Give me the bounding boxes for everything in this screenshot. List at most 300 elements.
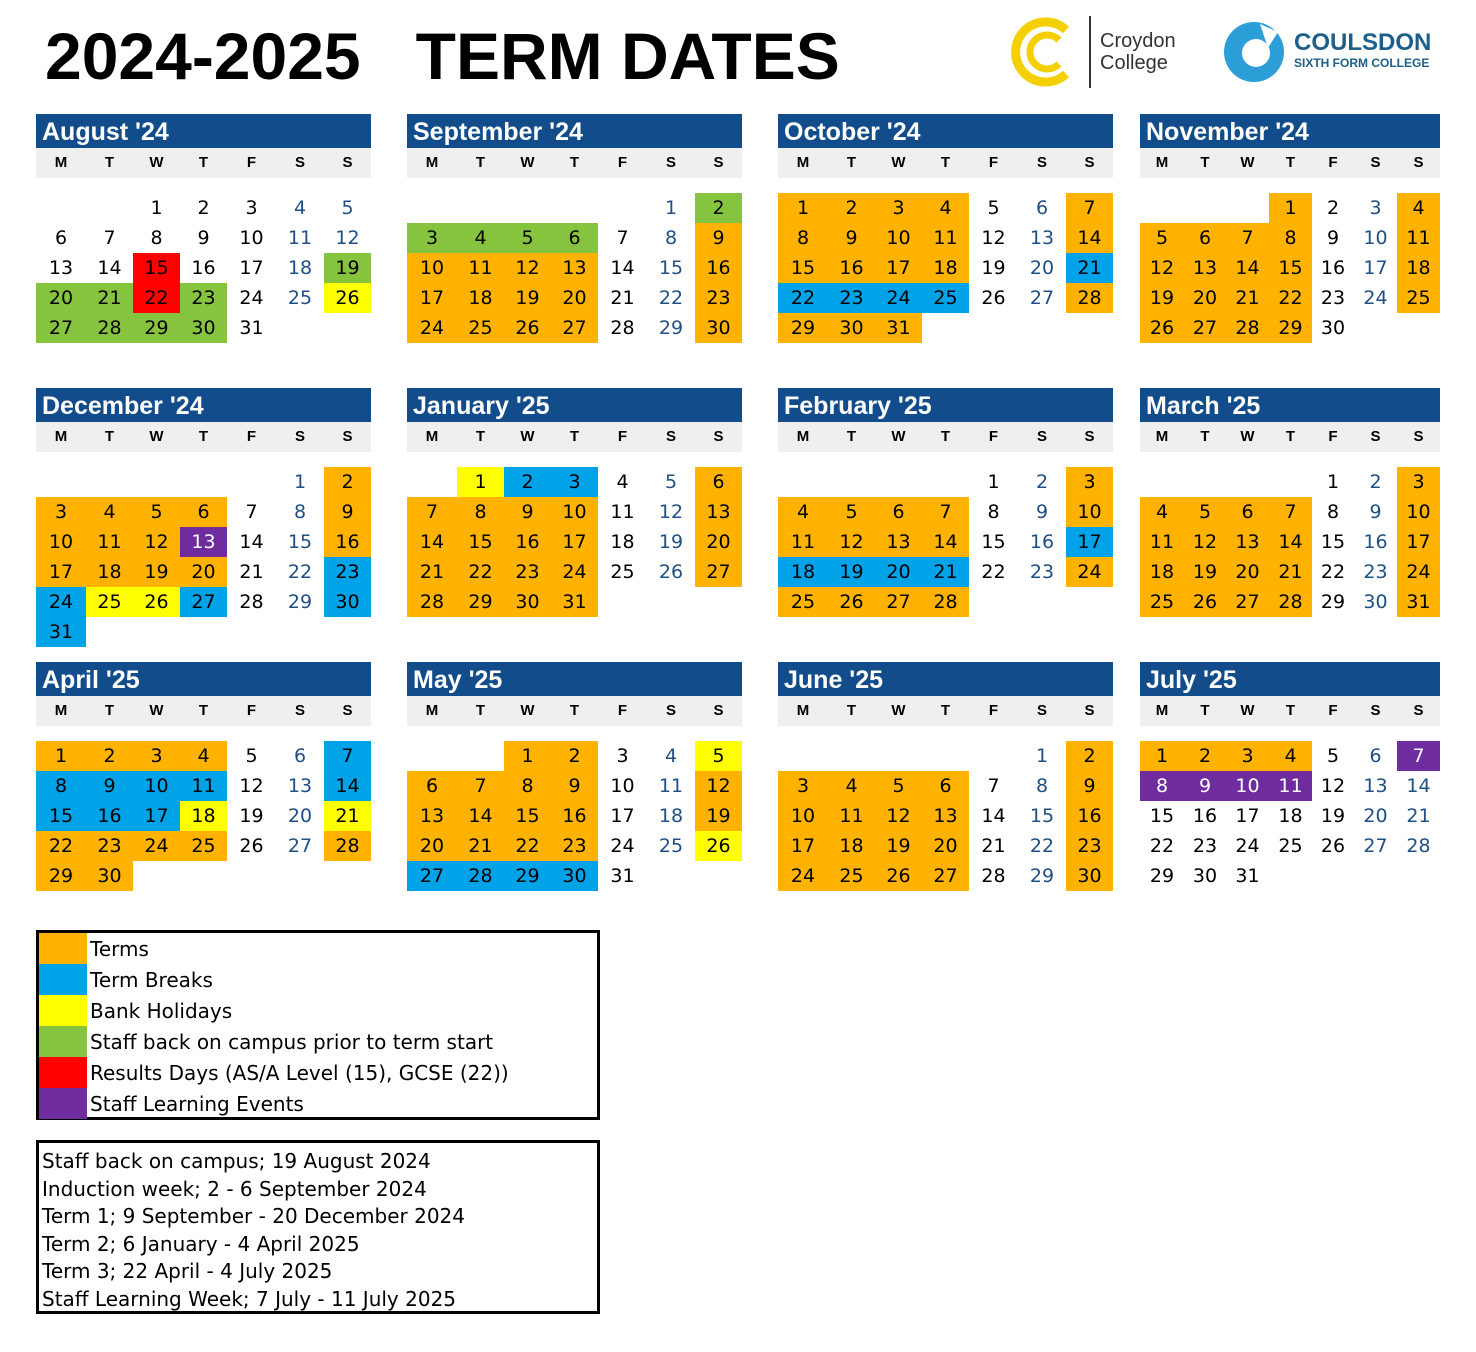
day-cell: 28 <box>457 861 504 891</box>
weekday-label: T <box>198 154 209 171</box>
day-cell: 11 <box>86 527 133 557</box>
day-cell: 20 <box>1029 257 1055 279</box>
day-cell: 23 <box>1192 835 1218 857</box>
day-cell: 14 <box>1226 253 1269 283</box>
weekday-label: S <box>665 428 676 445</box>
day-cell: 16 <box>191 257 216 279</box>
weekday-label: F <box>617 702 628 719</box>
day-cell: 3 <box>133 741 180 771</box>
weekday-label: F <box>988 702 999 719</box>
weekday-label: T <box>198 702 209 719</box>
day-cell: 10 <box>133 771 180 801</box>
weekday-label: T <box>569 702 580 719</box>
day-cell: 10 <box>875 223 922 253</box>
day-cell: 4 <box>922 193 969 223</box>
day-cell: 23 <box>695 283 742 313</box>
day-cell: 28 <box>407 587 457 617</box>
day-cell: 2 <box>1326 197 1340 219</box>
legend-item <box>39 1026 597 1057</box>
day-cell: 24 <box>875 283 922 313</box>
day-cell: 26 <box>504 313 551 343</box>
day-cell: 16 <box>551 801 598 831</box>
day-cell: 22 <box>658 287 684 309</box>
day-cell: 1 <box>457 467 504 497</box>
day-cell: 12 <box>695 771 742 801</box>
day-cell: 29 <box>457 587 504 617</box>
day-cell: 25 <box>658 835 684 857</box>
weekday-label: T <box>1285 154 1296 171</box>
day-cell: 29 <box>287 591 313 613</box>
day-cell: 27 <box>1184 313 1226 343</box>
day-cell: 23 <box>1320 287 1346 309</box>
day-cell: 1 <box>504 741 551 771</box>
day-cell: 13 <box>1226 527 1269 557</box>
day-cell: 14 <box>1066 223 1113 253</box>
day-cell: 31 <box>551 587 598 617</box>
weekday-label: M <box>1155 428 1169 445</box>
day-cell: 5 <box>341 197 354 219</box>
day-cell: 26 <box>658 561 684 583</box>
day-cell: 23 <box>1029 561 1055 583</box>
day-cell: 18 <box>778 557 828 587</box>
day-cell: 4 <box>180 741 227 771</box>
day-cell: 20 <box>1226 557 1269 587</box>
day-cell: 30 <box>1192 865 1218 887</box>
weekday-header <box>778 696 1113 726</box>
day-cell: 22 <box>778 283 828 313</box>
coulsdon-college-logo <box>1220 18 1460 86</box>
day-cell: 15 <box>36 801 86 831</box>
croydon-college-name: Croydon College <box>1100 30 1176 74</box>
weekday-label: M <box>1155 154 1169 171</box>
day-cell: 18 <box>1278 805 1303 827</box>
weekday-label: S <box>1036 428 1047 445</box>
coulsdon-c-logo-icon <box>1220 18 1288 86</box>
weekday-header <box>1140 148 1440 178</box>
day-cell: 30 <box>1066 861 1113 891</box>
weekday-label: T <box>475 154 486 171</box>
legend <box>36 930 600 1120</box>
day-cell: 5 <box>664 471 678 493</box>
day-cell: 10 <box>407 253 457 283</box>
day-cell: 9 <box>695 223 742 253</box>
weekday-label: W <box>520 702 535 719</box>
day-cell: 27 <box>1029 287 1055 309</box>
day-cell: 16 <box>504 527 551 557</box>
day-cell: 9 <box>1035 501 1049 523</box>
day-cell: 31 <box>239 317 264 339</box>
day-cell: 20 <box>875 557 922 587</box>
weekday-label: M <box>54 428 68 445</box>
day-cell: 12 <box>875 801 922 831</box>
weekday-label: S <box>342 428 353 445</box>
day-cell: 13 <box>48 257 74 279</box>
day-cell: 15 <box>133 253 180 283</box>
day-cell: 14 <box>324 771 371 801</box>
day-cell: 13 <box>1184 253 1226 283</box>
day-cell: 14 <box>1269 527 1312 557</box>
day-cell: 27 <box>695 557 742 587</box>
day-cell: 13 <box>1363 775 1388 797</box>
day-cell: 11 <box>1140 527 1184 557</box>
day-cell: 24 <box>1235 835 1260 857</box>
day-cell: 2 <box>504 467 551 497</box>
day-cell: 21 <box>324 801 371 831</box>
day-cell: 4 <box>828 771 875 801</box>
day-cell: 22 <box>36 831 86 861</box>
day-cell: 6 <box>1035 197 1049 219</box>
day-cell: 10 <box>36 527 86 557</box>
day-cell: 7 <box>324 741 371 771</box>
day-cell: 3 <box>778 771 828 801</box>
day-cell: 24 <box>36 587 86 617</box>
day-cell: 22 <box>504 831 551 861</box>
day-cell: 13 <box>407 801 457 831</box>
day-cell: 3 <box>1226 741 1269 771</box>
day-cell: 19 <box>695 801 742 831</box>
day-cell: 3 <box>1066 467 1113 497</box>
weekday-header <box>407 148 742 178</box>
legend-swatch <box>39 1088 87 1119</box>
day-cell: 31 <box>36 617 86 647</box>
day-cell: 5 <box>828 497 875 527</box>
day-cell: 1 <box>664 197 678 219</box>
weekday-header <box>36 422 371 452</box>
key-date-note: Term 1; 9 September - 20 December 2024 <box>42 1204 465 1229</box>
day-cell: 2 <box>1066 741 1113 771</box>
day-cell: 7 <box>407 497 457 527</box>
day-cell: 4 <box>1397 193 1440 223</box>
day-cell: 15 <box>1149 805 1175 827</box>
day-cell: 23 <box>551 831 598 861</box>
legend-label: Staff Learning Events <box>90 1092 304 1116</box>
day-cell: 7 <box>616 227 629 249</box>
day-cell: 26 <box>239 835 264 857</box>
day-cell: 16 <box>86 801 133 831</box>
day-cell: 8 <box>504 771 551 801</box>
day-cell: 15 <box>981 531 1006 553</box>
day-cell: 18 <box>922 253 969 283</box>
weekday-label: S <box>1413 428 1424 445</box>
day-cell: 26 <box>133 587 180 617</box>
weekday-label: S <box>1036 154 1047 171</box>
day-cell: 21 <box>1406 805 1431 827</box>
month-title: December '24 <box>36 388 371 422</box>
day-cell: 16 <box>324 527 371 557</box>
day-cell: 29 <box>778 313 828 343</box>
day-cell: 19 <box>981 257 1006 279</box>
day-cell: 15 <box>658 257 684 279</box>
day-cell: 6 <box>551 223 598 253</box>
day-cell: 14 <box>1406 775 1431 797</box>
day-cell: 21 <box>981 835 1006 857</box>
day-cell: 27 <box>551 313 598 343</box>
month-calendar <box>778 662 1113 887</box>
day-cell: 28 <box>1226 313 1269 343</box>
day-cell: 25 <box>610 561 635 583</box>
weekday-label: M <box>1155 702 1169 719</box>
day-cell: 13 <box>875 527 922 557</box>
day-cell: 8 <box>1269 223 1312 253</box>
day-cell: 25 <box>828 861 875 891</box>
day-cell: 20 <box>1363 805 1388 827</box>
day-cell: 11 <box>610 501 635 523</box>
day-cell: 14 <box>610 257 635 279</box>
day-cell: 18 <box>1140 557 1184 587</box>
day-cell: 12 <box>1320 775 1346 797</box>
weekday-label: M <box>796 154 810 171</box>
day-cell: 11 <box>1397 223 1440 253</box>
day-cell: 2 <box>324 467 371 497</box>
day-cell: 18 <box>287 257 313 279</box>
weekday-label: F <box>988 428 999 445</box>
legend-item <box>39 1057 597 1088</box>
weekday-label: S <box>665 702 676 719</box>
key-date-note: Induction week; 2 - 6 September 2024 <box>42 1176 427 1201</box>
day-cell: 9 <box>1184 771 1226 801</box>
day-cell: 3 <box>616 745 629 767</box>
day-cell: 30 <box>1320 317 1346 339</box>
day-cell: 7 <box>1269 497 1312 527</box>
day-cell: 15 <box>287 531 313 553</box>
day-cell: 1 <box>778 193 828 223</box>
day-cell: 6 <box>1369 745 1382 767</box>
day-cell: 30 <box>828 313 875 343</box>
day-cell: 22 <box>1029 835 1055 857</box>
day-cell: 20 <box>551 283 598 313</box>
day-cell: 24 <box>778 861 828 891</box>
day-cell: 28 <box>610 317 635 339</box>
day-cell: 12 <box>504 253 551 283</box>
day-cell: 14 <box>239 531 264 553</box>
month-calendar <box>1140 388 1440 613</box>
weekday-label: T <box>475 428 486 445</box>
legend-label: Term Breaks <box>90 968 213 992</box>
weekday-label: T <box>1200 702 1210 719</box>
day-cell: 19 <box>828 557 875 587</box>
weekday-label: T <box>198 428 209 445</box>
weekday-label: M <box>54 154 68 171</box>
day-cell: 10 <box>778 801 828 831</box>
day-cell: 8 <box>778 223 828 253</box>
day-cell: 21 <box>1066 253 1113 283</box>
day-cell: 23 <box>1066 831 1113 861</box>
day-cell: 2 <box>695 193 742 223</box>
weekday-label: F <box>988 154 999 171</box>
day-cell: 28 <box>1269 587 1312 617</box>
weekday-label: M <box>796 428 810 445</box>
day-cell: 5 <box>504 223 551 253</box>
day-cell: 2 <box>197 197 210 219</box>
day-cell: 3 <box>245 197 258 219</box>
month-calendar <box>36 662 371 887</box>
day-cell: 12 <box>1140 253 1184 283</box>
day-cell: 18 <box>457 283 504 313</box>
day-cell: 17 <box>133 801 180 831</box>
day-cell: 9 <box>1369 501 1382 523</box>
weekday-header <box>407 422 742 452</box>
day-cell: 16 <box>828 253 875 283</box>
day-cell: 1 <box>293 471 307 493</box>
day-cell: 27 <box>180 587 227 617</box>
weekday-header <box>36 148 371 178</box>
day-cell: 6 <box>1184 223 1226 253</box>
day-cell: 9 <box>504 497 551 527</box>
legend-label: Results Days (AS/A Level (15), GCSE (22)) <box>90 1061 509 1085</box>
weekday-label: S <box>342 702 353 719</box>
month-calendar <box>36 388 371 643</box>
day-cell: 24 <box>1066 557 1113 587</box>
page-title: 2024-2025 TERM DATES <box>45 19 840 93</box>
day-cell: 9 <box>1066 771 1113 801</box>
day-cell: 3 <box>1369 197 1382 219</box>
weekday-label: S <box>665 154 676 171</box>
day-cell: 4 <box>616 471 629 493</box>
legend-swatch <box>39 933 87 964</box>
day-cell: 16 <box>1363 531 1388 553</box>
day-cell: 20 <box>922 831 969 861</box>
day-cell: 14 <box>981 805 1006 827</box>
month-title: October '24 <box>778 114 1113 148</box>
day-cell: 6 <box>54 227 68 249</box>
day-cell: 2 <box>828 193 875 223</box>
day-cell: 28 <box>922 587 969 617</box>
day-cell: 8 <box>664 227 678 249</box>
day-cell: 14 <box>97 257 122 279</box>
day-cell: 23 <box>86 831 133 861</box>
month-title: August '24 <box>36 114 371 148</box>
day-cell: 1 <box>1269 193 1312 223</box>
weekday-label: T <box>940 428 951 445</box>
day-cell: 29 <box>658 317 684 339</box>
day-cell: 28 <box>86 313 133 343</box>
weekday-label: M <box>54 702 68 719</box>
key-date-note: Term 3; 22 April - 4 July 2025 <box>42 1259 333 1284</box>
legend-label: Staff back on campus prior to term start <box>90 1030 494 1054</box>
day-cell: 30 <box>180 313 227 343</box>
day-cell: 14 <box>457 801 504 831</box>
day-cell: 21 <box>407 557 457 587</box>
day-cell: 22 <box>133 283 180 313</box>
day-cell: 15 <box>1029 805 1055 827</box>
weekday-label: F <box>617 428 628 445</box>
day-cell: 1 <box>1326 471 1340 493</box>
weekday-label: M <box>796 702 810 719</box>
day-cell: 22 <box>1149 835 1175 857</box>
month-title: September '24 <box>407 114 742 148</box>
day-cell: 25 <box>287 287 313 309</box>
day-cell: 17 <box>1235 805 1260 827</box>
day-cell: 3 <box>407 223 457 253</box>
day-cell: 10 <box>551 497 598 527</box>
month-title: January '25 <box>407 388 742 422</box>
weekday-label: S <box>1413 154 1424 171</box>
month-title: July '25 <box>1140 662 1440 696</box>
day-cell: 25 <box>922 283 969 313</box>
day-cell: 16 <box>1192 805 1218 827</box>
day-cell: 20 <box>407 831 457 861</box>
day-cell: 7 <box>987 775 1000 797</box>
weekday-label: T <box>569 154 580 171</box>
day-cell: 28 <box>981 865 1006 887</box>
month-calendar <box>778 114 1113 339</box>
croydon-c-logo-icon <box>1004 14 1094 90</box>
day-cell: 14 <box>922 527 969 557</box>
day-cell: 7 <box>1397 741 1440 771</box>
day-cell: 23 <box>1363 561 1388 583</box>
day-cell: 11 <box>778 527 828 557</box>
day-cell: 17 <box>239 257 264 279</box>
day-cell: 5 <box>1184 497 1226 527</box>
weekday-label: T <box>1285 428 1296 445</box>
weekday-label: S <box>1084 428 1095 445</box>
weekday-label: F <box>1328 702 1338 719</box>
day-cell: 29 <box>1269 313 1312 343</box>
weekday-label: M <box>425 428 439 445</box>
day-cell: 24 <box>610 835 635 857</box>
day-cell: 24 <box>1363 287 1388 309</box>
day-cell: 6 <box>180 497 227 527</box>
day-cell: 16 <box>695 253 742 283</box>
month-calendar <box>778 388 1113 613</box>
day-cell: 26 <box>981 287 1006 309</box>
weekday-label: W <box>1240 702 1255 719</box>
day-cell: 12 <box>335 227 360 249</box>
day-cell: 20 <box>1184 283 1226 313</box>
legend-swatch <box>39 1057 87 1088</box>
day-cell: 27 <box>36 313 86 343</box>
weekday-label: T <box>104 428 115 445</box>
weekday-label: W <box>149 702 164 719</box>
day-cell: 21 <box>922 557 969 587</box>
day-cell: 19 <box>658 531 684 553</box>
day-cell: 20 <box>287 805 313 827</box>
day-cell: 12 <box>828 527 875 557</box>
day-cell: 25 <box>1140 587 1184 617</box>
day-cell: 25 <box>778 587 828 617</box>
day-cell: 10 <box>1363 227 1388 249</box>
day-cell: 13 <box>180 527 227 557</box>
day-cell: 13 <box>695 497 742 527</box>
day-cell: 10 <box>1066 497 1113 527</box>
day-cell: 23 <box>324 557 371 587</box>
day-cell: 19 <box>1320 805 1346 827</box>
day-cell: 7 <box>103 227 116 249</box>
weekday-label: S <box>1413 702 1424 719</box>
weekday-label: T <box>846 154 857 171</box>
coulsdon-subtitle: SIXTH FORM COLLEGE <box>1294 56 1430 70</box>
day-cell: 6 <box>293 745 307 767</box>
day-cell: 7 <box>1066 193 1113 223</box>
day-cell: 28 <box>324 831 371 861</box>
day-cell: 2 <box>1035 471 1049 493</box>
day-cell: 2 <box>1184 741 1226 771</box>
month-title: March '25 <box>1140 388 1440 422</box>
day-cell: 25 <box>180 831 227 861</box>
month-calendar <box>1140 662 1440 887</box>
month-title: November '24 <box>1140 114 1440 148</box>
day-cell: 20 <box>695 527 742 557</box>
weekday-label: F <box>1328 428 1338 445</box>
day-cell: 19 <box>1184 557 1226 587</box>
weekday-label: F <box>617 154 628 171</box>
weekday-label: T <box>1285 702 1296 719</box>
weekday-label: S <box>713 702 724 719</box>
legend-swatch <box>39 995 87 1026</box>
day-cell: 22 <box>287 561 313 583</box>
weekday-header <box>1140 696 1440 726</box>
day-cell: 9 <box>1326 227 1340 249</box>
